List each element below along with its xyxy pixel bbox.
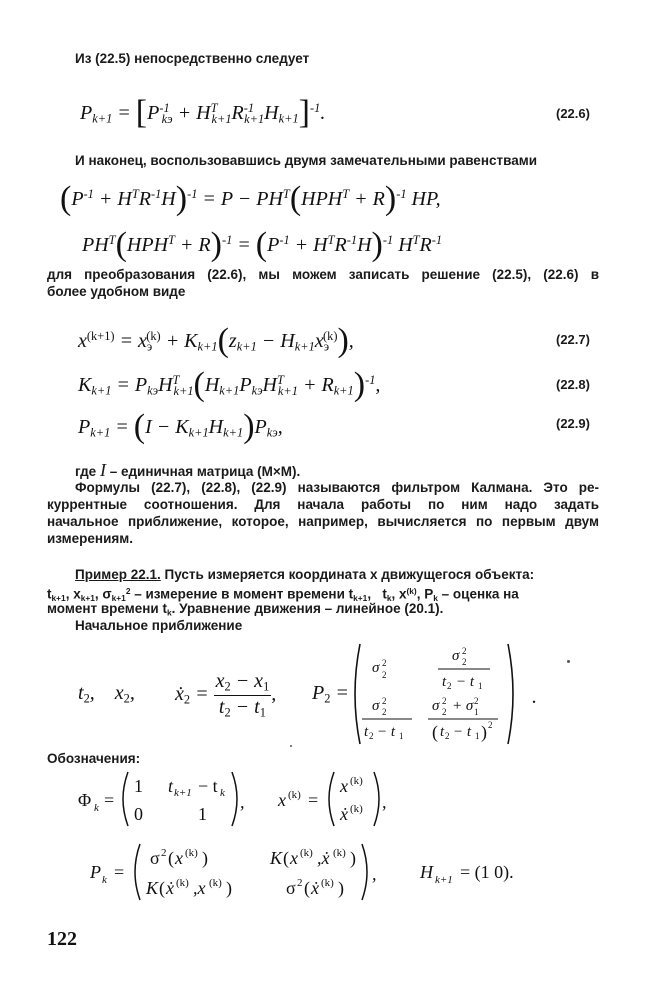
svg-text:x: x	[278, 790, 286, 810]
svg-text:P: P	[90, 862, 101, 882]
svg-text:σ: σ	[452, 648, 460, 664]
svg-text:Φ: Φ	[78, 790, 92, 810]
svg-text:k: k	[102, 874, 107, 886]
equation-22-7: $x^{(k+1)} = x_э^{(k)} + K_{k+1}(z_{k+1} - H_{k+1}x_э^{(k)})$,	[78, 322, 354, 359]
initial-t2-x2: $t_2$, $x_2$,	[78, 682, 135, 706]
svg-text:2: 2	[462, 657, 467, 667]
notation-label: Обозначения:	[47, 751, 141, 766]
svg-text:ẋ: ẋ	[166, 878, 174, 898]
page-number: 122	[47, 928, 77, 950]
svg-text:=: =	[308, 790, 319, 810]
svg-text:(: (	[168, 848, 174, 868]
example-line-3: момент времени $t_k$. Уравнение движения – линейное (20.1).	[47, 601, 444, 618]
svg-text:(: (	[159, 878, 165, 898]
pk-h-definitions	[90, 840, 550, 904]
svg-text:1: 1	[399, 731, 404, 741]
svg-text:2: 2	[447, 681, 452, 691]
svg-text:(k): (k)	[176, 877, 189, 889]
svg-text:2: 2	[445, 731, 450, 741]
example-line3-tail: . Уравнение движения – линейное (20.1).	[171, 601, 444, 616]
example-line-2: $t_{k+1}$, $x_{k+1}$, $\sigma_{k+1}^2$ – измерение в момент времени $t_{k+1}$, $t_k$, $x^{(k)}$, $P_k$ – оценка на	[47, 586, 519, 604]
svg-text:2: 2	[369, 731, 374, 741]
svg-text:(: (	[432, 722, 438, 742]
transform-line-2: более удобном виде	[47, 284, 186, 299]
kalman-line-1: Формулы (22.7), (22.8), (22.9) называются фильтром Калмана. Это ре-	[75, 480, 599, 495]
where-line: где I – единичная матрица (M×M).	[75, 460, 301, 480]
svg-text:2: 2	[382, 670, 387, 680]
svg-text:ẋ: ẋ	[340, 804, 348, 824]
svg-text:+ σ: + σ	[452, 698, 474, 714]
svg-text:x: x	[340, 776, 348, 796]
svg-text:(: (	[283, 848, 289, 868]
svg-text:σ: σ	[286, 878, 296, 898]
svg-text:x: x	[290, 848, 298, 868]
svg-text:k+1: k+1	[174, 787, 192, 799]
svg-text:(k): (k)	[333, 847, 346, 859]
svg-text:k: k	[220, 787, 225, 799]
svg-text:K: K	[146, 878, 159, 898]
example-line2-text: – измерение в момент времени	[130, 586, 349, 602]
where-text: – единичная матрица (M×M).	[105, 464, 301, 479]
svg-text:(k): (k)	[350, 803, 363, 815]
svg-text:): )	[338, 878, 344, 898]
svg-text:x: x	[175, 848, 183, 868]
svg-text:=: =	[104, 790, 115, 810]
svg-text:= (1 0).: = (1 0).	[460, 862, 514, 882]
svg-text:σ: σ	[432, 698, 440, 714]
svg-text:(k): (k)	[185, 847, 198, 859]
equation-22-9: $P_{k+1} = (I - K_{k+1}H_{k+1})P_{kэ}$,	[78, 408, 283, 445]
speck-mark-2	[290, 745, 292, 747]
svg-text:2: 2	[474, 696, 479, 706]
svg-text:1: 1	[198, 804, 207, 824]
p2-period: .	[532, 686, 537, 708]
equation-label-22-8: (22.8)	[556, 377, 590, 392]
svg-text:2: 2	[442, 707, 447, 717]
svg-text:2: 2	[462, 646, 467, 656]
svg-text:,: ,	[240, 792, 245, 812]
svg-text:2: 2	[382, 658, 387, 668]
svg-text:(k): (k)	[288, 789, 301, 801]
equation-22-8: $K_{k+1} = P_{kэ}H^T_{k+1}(H_{k+1}P_{kэ}H^T_{k+1} + R_{k+1})^{-1}$,	[78, 366, 381, 403]
svg-text:− t: − t	[456, 674, 475, 690]
svg-text:2: 2	[161, 847, 167, 859]
svg-text:σ: σ	[150, 848, 160, 868]
svg-text:1: 1	[478, 681, 483, 691]
equation-label-22-6: (22.6)	[556, 106, 590, 121]
svg-text:1: 1	[475, 731, 480, 741]
svg-text:σ: σ	[372, 698, 380, 714]
svg-text:− t: − t	[377, 724, 396, 740]
svg-text:,: ,	[382, 792, 387, 812]
svg-text:ẋ: ẋ	[311, 878, 319, 898]
svg-text:(k): (k)	[321, 877, 334, 889]
intro-line: Из (22.5) непосредственно следует	[75, 51, 310, 66]
svg-text:2: 2	[382, 696, 387, 706]
svg-text:2: 2	[488, 720, 493, 730]
svg-text:(k): (k)	[300, 847, 313, 859]
svg-text:k+1: k+1	[435, 874, 453, 886]
svg-text:): )	[226, 878, 232, 898]
svg-text:1: 1	[134, 776, 143, 796]
svg-text:): )	[350, 848, 356, 868]
p2-matrix	[350, 642, 530, 746]
transform-line-1: для преобразования (22.6), мы можем записать решение (22.5), (22.6) в	[47, 267, 599, 282]
svg-text:(k): (k)	[350, 775, 363, 787]
phi-x-definitions	[78, 768, 438, 830]
svg-text:t: t	[440, 724, 445, 740]
svg-text:k: k	[94, 802, 99, 814]
equation-22-6: $P_{k+1} = [P^{-1}_{kэ} + H^T_{k+1}R^{-1}_{k+1}H_{k+1}]^{-1}$.	[80, 94, 326, 131]
equation-label-22-9: (22.9)	[556, 416, 590, 431]
svg-text:t: t	[442, 674, 447, 690]
svg-text:− t: − t	[453, 724, 472, 740]
svg-text:0: 0	[134, 804, 143, 824]
svg-text:): )	[202, 848, 208, 868]
svg-text:t: t	[364, 724, 369, 740]
svg-text:− t: − t	[198, 776, 218, 796]
example-line2-tail: – оценка на	[437, 586, 519, 602]
svg-text:2: 2	[442, 696, 447, 706]
speck-mark	[567, 660, 570, 663]
example-text: Пусть измеряется координата x движущегося объекта:	[160, 567, 535, 582]
example-title: Пример 22.1.	[75, 567, 161, 582]
identity-1: $(P^{-1} + H^TR^{-1}H)^{-1} = P - PH^T(HPH^T + R)^{-1}$ HP,	[60, 180, 441, 217]
initial-xdot: ẋ$_2$ = $\frac{x_2 - x_1}{t_2 - t_1}$ ,	[175, 670, 277, 720]
svg-text:,: ,	[372, 864, 377, 884]
svg-text:(: (	[304, 878, 310, 898]
svg-text:,ẋ: ,ẋ	[317, 848, 330, 868]
initial-label: Начальное приближение	[75, 618, 243, 633]
finally-line: И наконец, воспользовавшись двумя замечательными равенствами	[75, 153, 538, 168]
svg-text:1: 1	[474, 707, 479, 717]
equation-label-22-7: (22.7)	[556, 332, 590, 347]
example-line-1	[75, 566, 599, 583]
example-line3-text: момент времени t	[47, 601, 167, 616]
svg-text:2: 2	[297, 877, 303, 889]
svg-text:σ: σ	[372, 660, 380, 676]
svg-text:,x: ,x	[193, 878, 206, 898]
kalman-line-3: начальное приближение, которое, например, вычисляется по первым двум	[47, 514, 599, 529]
kalman-line-2: куррентные соотношения. Для начала работы по ним надо задать	[47, 497, 599, 512]
svg-text:K: K	[270, 848, 283, 868]
svg-text:2: 2	[382, 707, 387, 717]
svg-text:t: t	[168, 776, 174, 796]
svg-text:): )	[481, 722, 487, 742]
identity-2: $PH^T(HPH^T + R)^{-1} = (P^{-1} + H^TR^{-1}H)^{-1}$ $H^TR^{-1}$	[82, 226, 443, 263]
p2-label: $P_2$ =	[312, 682, 349, 706]
svg-text:(k): (k)	[209, 877, 222, 889]
kalman-line-4: измерениям.	[47, 531, 133, 546]
svg-text:=: =	[114, 862, 125, 882]
svg-text:H: H	[420, 862, 433, 882]
